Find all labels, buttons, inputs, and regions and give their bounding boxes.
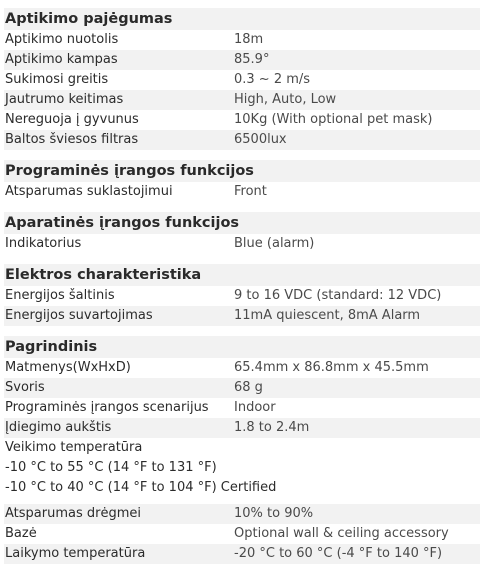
spec-label: Energijos šaltinis xyxy=(5,288,115,303)
spec-label: -10 °C to 55 °C (14 °F to 131 °F) xyxy=(5,460,217,475)
spec-label: Atsparumas suklastojimui xyxy=(5,184,173,199)
spec-label: Aptikimo kampas xyxy=(5,52,118,67)
spec-value: 18m xyxy=(234,32,264,47)
section-spacer xyxy=(4,326,480,336)
section-title-electrical: Elektros charakteristika xyxy=(4,264,480,286)
section-title-hardware: Aparatinės įrangos funkcijos xyxy=(4,212,480,234)
spec-value: 11mA quiescent, 8mA Alarm xyxy=(234,308,421,323)
spec-row xyxy=(4,50,480,70)
spec-row xyxy=(4,90,480,110)
spec-value: Front xyxy=(234,184,267,199)
spec-value: -20 °C to 60 °C (-4 °F to 140 °F) xyxy=(234,546,443,561)
spec-value: 9 to 16 VDC (standard: 12 VDC) xyxy=(234,288,442,303)
spec-label: Laikymo temperatūra xyxy=(5,546,146,561)
spec-label: Energijos suvartojimas xyxy=(5,308,153,323)
spec-label: Indikatorius xyxy=(5,236,82,251)
spec-row xyxy=(4,418,480,438)
spec-row xyxy=(4,234,480,254)
spec-label: -10 °C to 40 °C (14 °F to 104 °F) Certified xyxy=(5,480,277,495)
spec-value: 65.4mm x 86.8mm x 45.5mm xyxy=(234,360,429,375)
spec-value: Indoor xyxy=(234,400,276,415)
spec-value: 10% to 90% xyxy=(234,506,314,521)
spec-row xyxy=(4,30,480,50)
spec-label: Įdiegimo aukštis xyxy=(5,420,112,435)
spec-value: Blue (alarm) xyxy=(234,236,315,251)
spec-row xyxy=(4,478,480,498)
section-title-detection: Aptikimo pajėgumas xyxy=(4,8,480,30)
section-spacer xyxy=(4,150,480,160)
section-spacer xyxy=(4,254,480,264)
section-spacer xyxy=(4,202,480,212)
spec-row xyxy=(4,130,480,150)
spec-label: Jautrumo keitimas xyxy=(5,92,124,107)
spec-label: Sukimosi greitis xyxy=(5,72,109,87)
spec-row xyxy=(4,458,480,478)
spec-label: Baltos šviesos filtras xyxy=(5,132,139,147)
spec-label: Matmenys(WxHxD) xyxy=(5,360,131,375)
spec-label: Bazė xyxy=(5,526,37,541)
spec-value: 85.9° xyxy=(234,52,270,67)
spec-label: Aptikimo nuotolis xyxy=(5,32,119,47)
spec-row xyxy=(4,286,480,306)
spec-row xyxy=(4,438,480,458)
spec-label: Svoris xyxy=(5,380,45,395)
spec-label: Programinės įrangos scenarijus xyxy=(5,400,209,415)
spec-row xyxy=(4,378,480,398)
spec-value: 1.8 to 2.4m xyxy=(234,420,310,435)
spec-label: Veikimo temperatūra xyxy=(5,440,143,455)
spec-row xyxy=(4,398,480,418)
section-title-general: Pagrindinis xyxy=(4,336,480,358)
spec-row xyxy=(4,182,480,202)
spec-row xyxy=(4,504,480,524)
spec-value: 6500lux xyxy=(234,132,287,147)
spec-value: High, Auto, Low xyxy=(234,92,337,107)
spec-value: 0.3 ~ 2 m/s xyxy=(234,72,311,87)
spec-label: Nereguoja į gyvunus xyxy=(5,112,139,127)
spec-value: 68 g xyxy=(234,380,263,395)
spec-value: Optional wall & ceiling accessory xyxy=(234,526,449,541)
section-title-software: Programinės įrangos funkcijos xyxy=(4,160,480,182)
spec-label: Atsparumas drėgmei xyxy=(5,506,141,521)
spec-row xyxy=(4,544,480,564)
spec-row xyxy=(4,70,480,90)
spec-row xyxy=(4,110,480,130)
spec-value: 10Kg (With optional pet mask) xyxy=(234,112,433,127)
spec-row xyxy=(4,306,480,326)
spec-row xyxy=(4,358,480,378)
spec-row xyxy=(4,524,480,544)
